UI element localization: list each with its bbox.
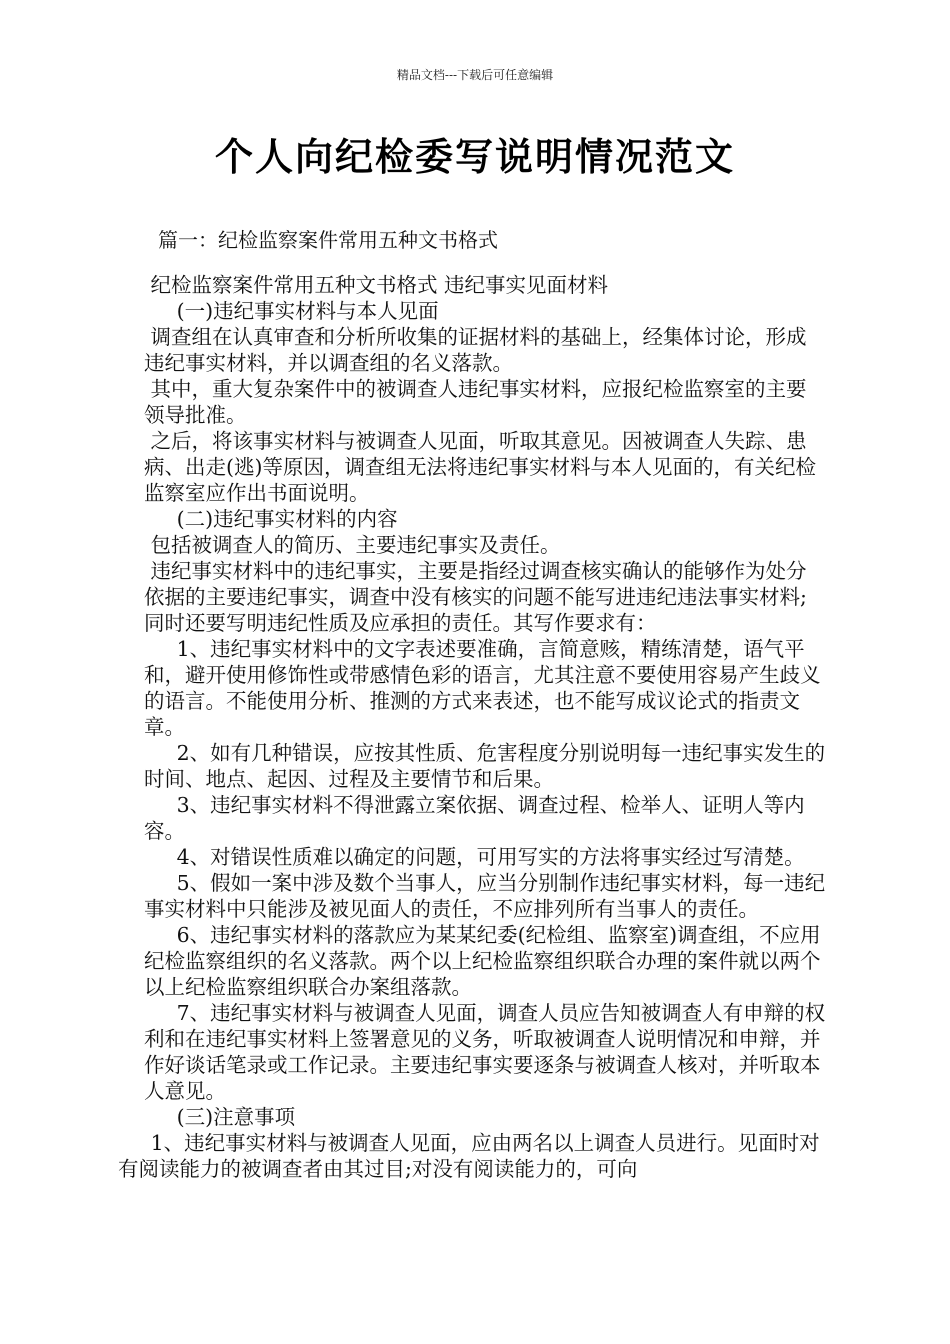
paragraph: 7、违纪事实材料与被调查人见面，调查人员应告知被调查人有申辩的权利和在违纪事实材料上签署意见的义务，听取被调查人说明情况和申辩，并作好谈话笔录或工作记录。主要违纪事实要逐条与被调查人核对，并听取本人意见。 [144, 1001, 826, 1103]
paragraph: 4、对错误性质难以确定的问题，可用写实的方法将事实经过写清楚。 [144, 845, 805, 869]
paragraph: (二)违纪事实材料的内容 [144, 507, 398, 531]
paragraph: 违纪事实材料中的违纪事实，主要是指经过调查核实确认的能够作为处分依据的主要违纪事实，调查中没有核实的问题不能写进违纪违法事实材料;同时还要写明违纪性质及应承担的责任。其写作要求有： [144, 559, 807, 635]
paragraph: 调查组在认真审查和分析所收集的证据材料的基础上，经集体讨论，形成违纪事实材料，并以调查组的名义落款。 [144, 325, 807, 375]
paragraph: 其中，重大复杂案件中的被调查人违纪事实材料，应报纪检监察室的主要领导批准。 [144, 377, 807, 427]
paragraph: (一)违纪事实材料与本人见面 [144, 299, 439, 323]
paragraph: 纪检监察案件常用五种文书格式 违纪事实见面材料 [144, 273, 609, 297]
paragraph: 3、违纪事实材料不得泄露立案依据、调查过程、检举人、证明人等内容。 [144, 793, 805, 843]
header-note: 精品文档---下载后可任意编辑 [396, 68, 554, 82]
paragraph: 1、违纪事实材料与被调查人见面，应由两名以上调查人员进行。见面时对有阅读能力的被调查者由其过目;对没有阅读能力的，可向 [118, 1131, 820, 1181]
paragraph: 包括被调查人的简历、主要违纪事实及责任。 [144, 533, 561, 557]
body-text [118, 272, 826, 1182]
paragraph: 1、违纪事实材料中的文字表述要准确，言简意赅，精练清楚，语气平和，避开使用修饰性或带感情色彩的语言，尤其注意不要使用容易产生歧义的语言。不能使用分析、推测的方式来表述，也不能写成议论式的指责文章。 [144, 637, 821, 739]
paragraph: 之后，将该事实材料与被调查人见面，听取其意见。因被调查人失踪、患病、出走(逃)等原因，调查组无法将违纪事实材料与本人见面的，有关纪检监察室应作出书面说明。 [144, 429, 816, 505]
document-title: 个人向纪检委写说明情况范文 [214, 135, 735, 179]
paragraph: 5、假如一案中涉及数个当事人，应当分别制作违纪事实材料，每一违纪事实材料中只能涉及被见面人的责任，不应排列所有当事人的责任。 [144, 871, 826, 921]
paragraph: (三)注意事项 [144, 1105, 296, 1129]
section-heading: 篇一：纪检监察案件常用五种文书格式 [158, 228, 498, 252]
paragraph: 2、如有几种错误，应按其性质、危害程度分别说明每一违纪事实发生的时间、地点、起因、过程及主要情节和后果。 [144, 741, 826, 791]
paragraph: 6、违纪事实材料的落款应为某某纪委(纪检组、监察室)调查组，不应用纪检监察组织的名义落款。两个以上纪检监察组织联合办理的案件就以两个以上纪检监察组织联合办案组落款。 [144, 923, 821, 999]
